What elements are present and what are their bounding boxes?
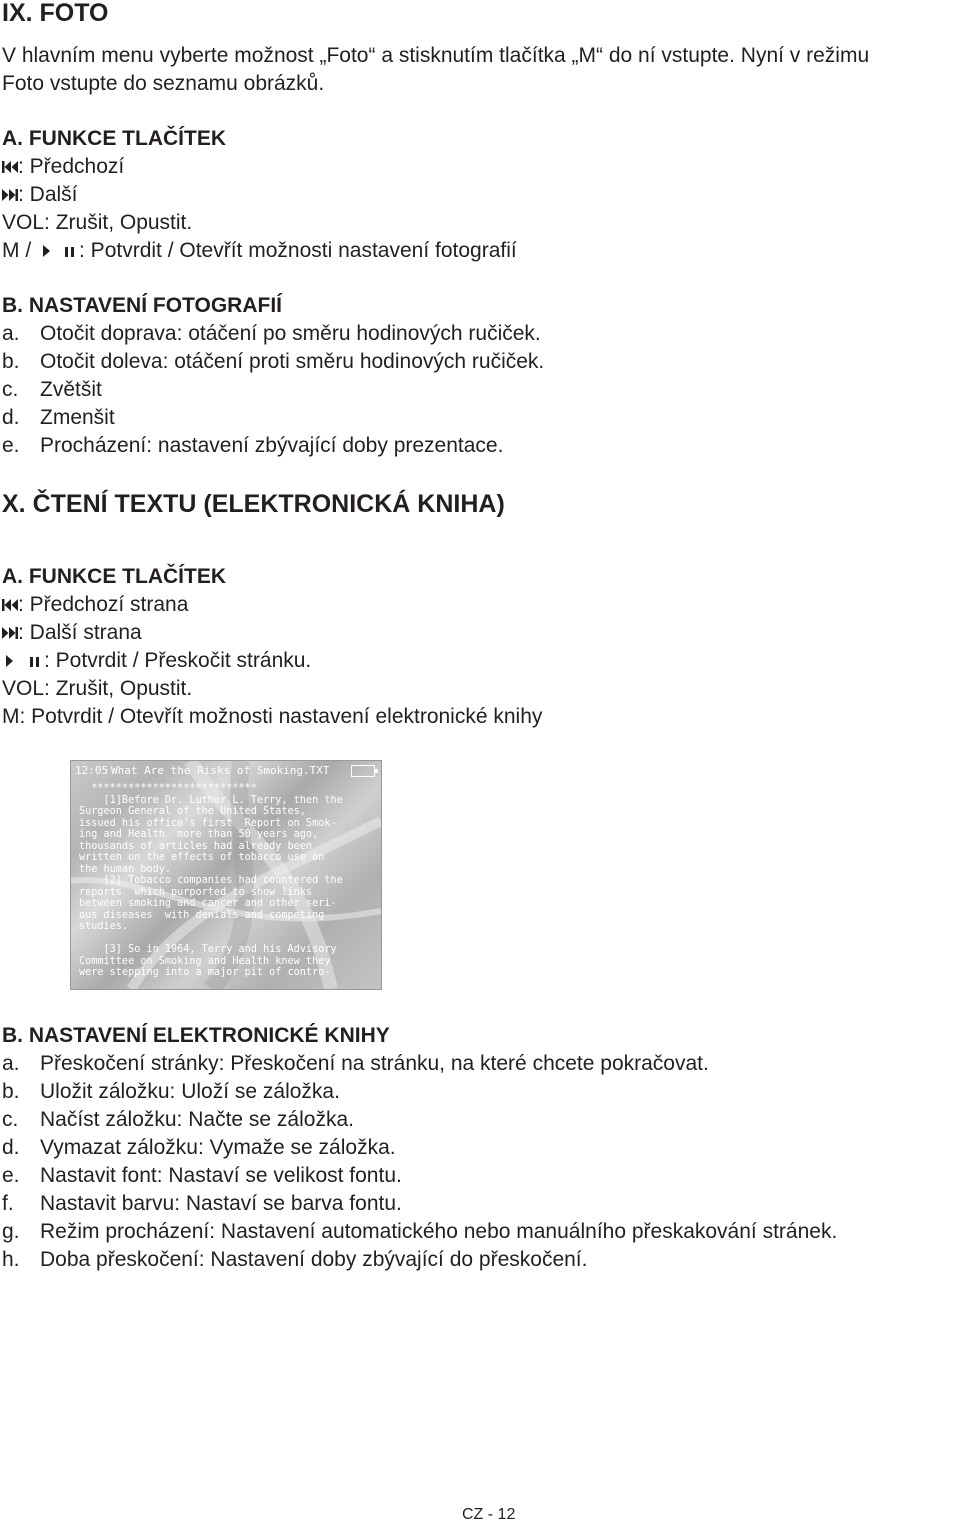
list-text: Režim procházení: Nastavení automatického nebo manuálního přeskakování stránek.	[40, 1220, 838, 1243]
ebook-line: ing and Health more than 50 years ago,	[79, 829, 319, 840]
list-marker: b.	[2, 350, 20, 373]
section-ix-intro-line-1: V hlavním menu vyberte možnost „Foto“ a stisknutím tlačítka „M“ do ní vstupte. Nyní v režimu	[2, 44, 870, 67]
list-item	[2, 432, 503, 460]
button-function-next	[2, 181, 78, 209]
ebook-screen-screenshot	[70, 760, 382, 990]
button-function-text: : Další strana	[18, 621, 142, 644]
list-text: Načíst záložku: Načte se záložka.	[40, 1108, 354, 1131]
list-item	[2, 404, 115, 432]
list-text: Otočit doleva: otáčení proti směru hodinových ručiček.	[40, 350, 545, 373]
next-icon	[2, 188, 18, 202]
list-text: Nastavit barvu: Nastaví se barva fontu.	[40, 1192, 402, 1215]
button-function-text: : Potvrdit / Otevřít možnosti nastavení fotografií	[79, 239, 517, 262]
button-function-vol: VOL: Zrušit, Opustit.	[2, 211, 193, 234]
button-function-text: : Potvrdit / Přeskočit stránku.	[44, 649, 312, 672]
section-ix-settings-heading: B. NASTAVENÍ FOTOGRAFIÍ	[2, 294, 283, 317]
list-marker: e.	[2, 434, 20, 457]
clock-text: 12:05	[75, 764, 109, 777]
list-item	[2, 1106, 354, 1134]
ebook-line: ***************************	[79, 783, 257, 794]
ebook-line: ous diseases with denials and competing	[79, 909, 325, 921]
ebook-line: thousands of articles had already been	[79, 840, 313, 852]
list-text: Procházení: nastavení zbývající doby prezentace.	[40, 434, 504, 457]
list-marker: a.	[2, 1052, 20, 1075]
section-x-buttons-heading: A. FUNKCE TLAČÍTEK	[2, 565, 226, 588]
ebook-line: [1]Before Dr. Luther L. Terry, then the	[79, 794, 343, 806]
list-item	[2, 1134, 396, 1162]
button-function-text: : Další	[18, 183, 78, 206]
ebook-text-content	[79, 783, 375, 979]
button-function-text: : Předchozí	[18, 155, 125, 178]
list-marker: c.	[2, 1108, 19, 1131]
list-marker: f.	[2, 1192, 14, 1215]
button-function-previous	[2, 153, 124, 181]
list-text: Zvětšit	[40, 378, 102, 401]
battery-icon	[351, 765, 375, 777]
list-item	[2, 1078, 340, 1106]
ebook-line: the human body.	[79, 863, 172, 875]
ebook-line: Surgeon General of the United States,	[79, 806, 306, 817]
list-marker: h.	[2, 1248, 20, 1271]
previous-icon	[2, 160, 18, 174]
button-function-m	[2, 237, 517, 265]
list-text: Zmenšit	[40, 406, 115, 429]
play-pause-icon	[37, 243, 79, 259]
file-name: What Are the Risks of Smoking.TXT	[111, 764, 330, 777]
list-item	[2, 1050, 709, 1078]
list-marker: e.	[2, 1164, 20, 1187]
list-text: Doba přeskočení: Nastavení doby zbývající do přeskočení.	[40, 1248, 588, 1271]
button-function-text: : Předchozí strana	[18, 593, 189, 616]
ebook-line: Committee on Smoking and Health knew they	[79, 955, 331, 967]
ebook-line: [3] So in 1964, Terry and his Advisory	[79, 944, 337, 955]
section-ix-heading: IX. FOTO	[2, 0, 109, 27]
list-marker: c.	[2, 378, 19, 401]
ebook-line: between smoking and cancer and other seri-	[79, 898, 337, 909]
button-function-prefix: M /	[2, 239, 32, 262]
list-item	[2, 348, 544, 376]
ebook-line: studies.	[79, 921, 129, 932]
list-marker: a.	[2, 322, 20, 345]
list-text: Uložit záložku: Uloží se záložka.	[40, 1080, 340, 1103]
button-function-m: M: Potvrdit / Otevřít možnosti nastavení elektronické knihy	[2, 705, 543, 728]
list-item	[2, 1190, 402, 1218]
list-text: Přeskočení stránky: Přeskočení na stránku, na které chcete pokračovat.	[40, 1052, 709, 1075]
ebook-line: issued his office's first Report on Smok-	[79, 817, 337, 829]
play-pause-icon	[2, 653, 44, 669]
list-item	[2, 1218, 837, 1246]
page-number: CZ - 12	[462, 1506, 516, 1523]
list-text: Vymazat záložku: Vymaže se záložka.	[40, 1136, 396, 1159]
button-function-vol: VOL: Zrušit, Opustit.	[2, 677, 193, 700]
previous-icon	[2, 598, 18, 612]
ebook-status-bar	[71, 761, 381, 781]
section-x-settings-heading: B. NASTAVENÍ ELEKTRONICKÉ KNIHY	[2, 1024, 390, 1047]
ebook-line: written on the effects of tobacco use on	[79, 852, 325, 863]
list-text: Otočit doprava: otáčení po směru hodinových ručiček.	[40, 322, 541, 345]
ebook-line: [2] Tobacco companies had countered the	[79, 875, 343, 886]
list-marker: b.	[2, 1080, 20, 1103]
list-item	[2, 376, 102, 404]
list-text: Nastavit font: Nastaví se velikost fontu.	[40, 1164, 402, 1187]
button-function-play-pause	[2, 647, 311, 675]
section-x-heading: X. ČTENÍ TEXTU (ELEKTRONICKÁ KNIHA)	[2, 490, 505, 518]
list-marker: g.	[2, 1220, 20, 1243]
ebook-line: reports which purported to show links	[79, 886, 313, 898]
list-item	[2, 320, 541, 348]
list-item	[2, 1246, 587, 1274]
list-item	[2, 1162, 402, 1190]
section-ix-intro-line-2: Foto vstupte do seznamu obrázků.	[2, 72, 325, 95]
ebook-line: were stepping into a major pit of contro-	[79, 967, 331, 978]
list-marker: d.	[2, 406, 20, 429]
list-marker: d.	[2, 1136, 20, 1159]
section-ix-buttons-heading: A. FUNKCE TLAČÍTEK	[2, 127, 226, 150]
button-function-previous	[2, 591, 188, 619]
next-icon	[2, 626, 18, 640]
button-function-next	[2, 619, 142, 647]
